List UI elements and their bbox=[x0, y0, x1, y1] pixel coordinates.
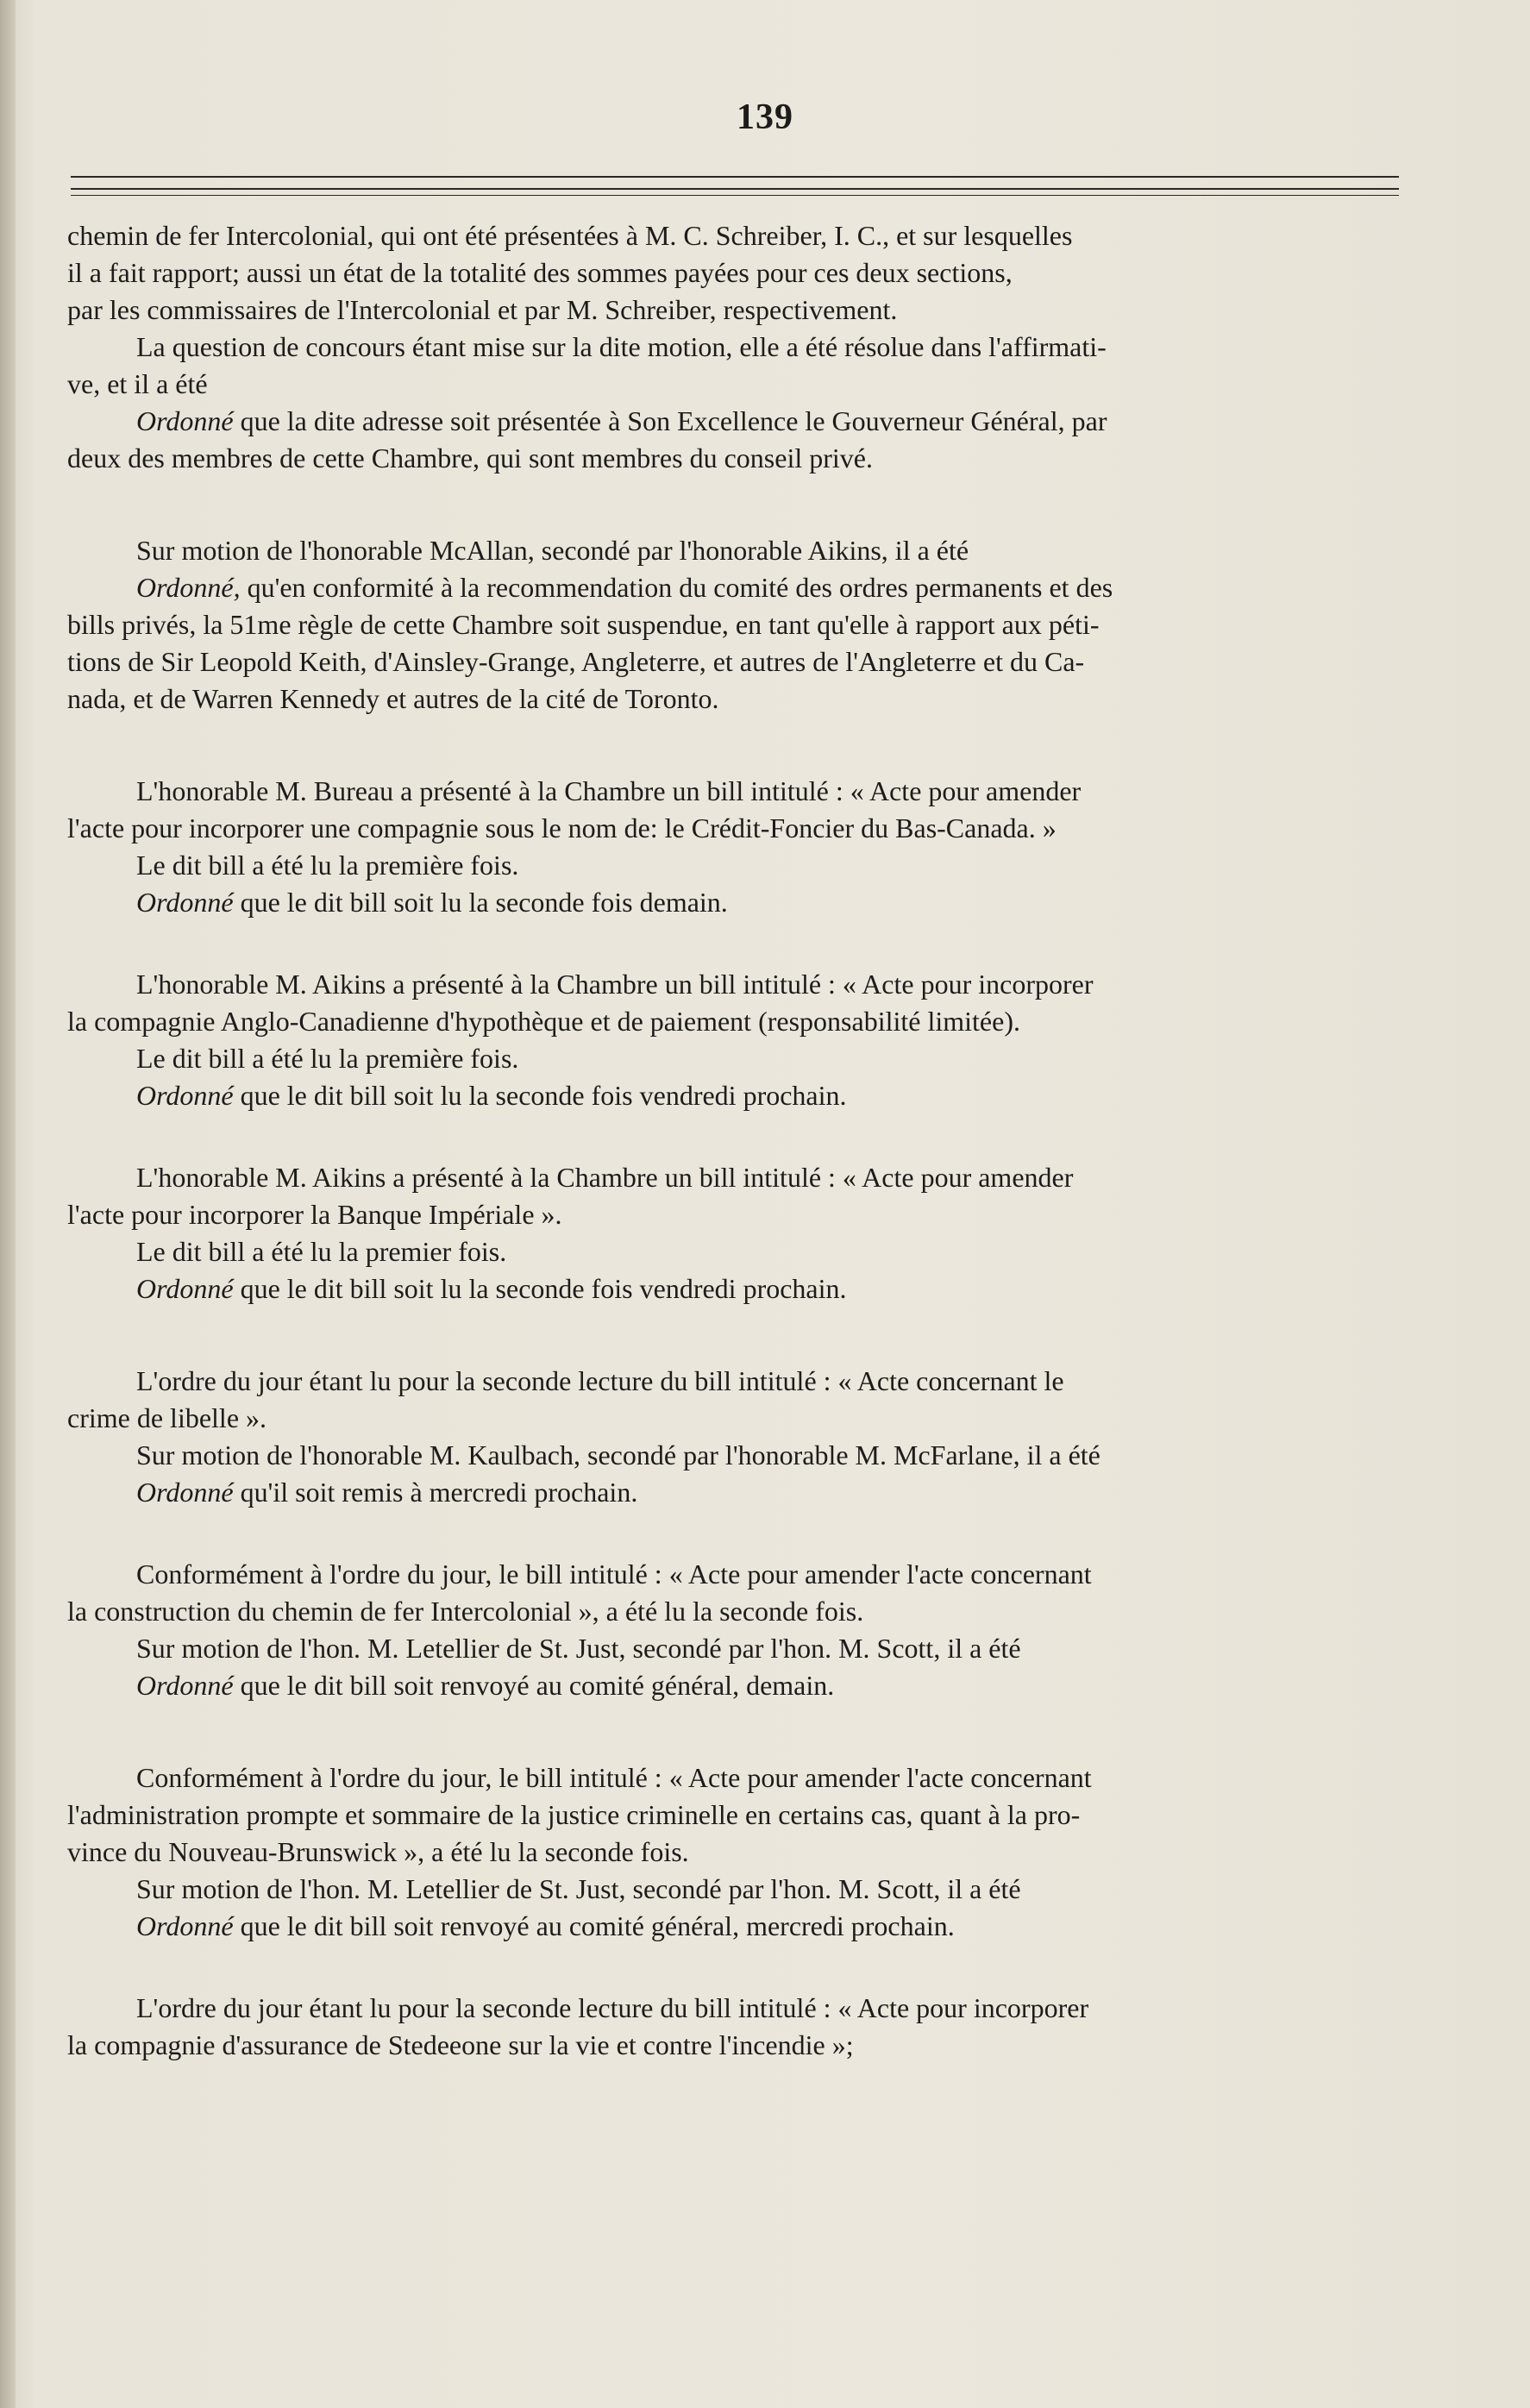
ordonne-lead: Ordonné bbox=[136, 1477, 234, 1508]
paragraph bbox=[67, 1270, 1408, 1307]
paragraph bbox=[67, 1908, 1408, 1945]
text-line: la construction du chemin de fer Intercolonial », a été lu la seconde fois. bbox=[67, 1596, 864, 1627]
text-line: tions de Sir Leopold Keith, d'Ainsley-Grange, Angleterre, et autres de l'Angleterre et du Ca- bbox=[67, 646, 1085, 677]
text-line: l'acte pour incorporer une compagnie sous le nom de: le Crédit-Foncier du Bas-Canada. » bbox=[67, 812, 1057, 843]
paragraph bbox=[67, 1159, 1408, 1233]
paragraph bbox=[67, 1667, 1408, 1704]
header-rule bbox=[71, 176, 1399, 178]
paragraph bbox=[67, 569, 1408, 718]
text-line: l'acte pour incorporer la Banque Impériale ». bbox=[67, 1199, 562, 1230]
text-line: Sur motion de l'honorable M. Kaulbach, secondé par l'honorable M. McFarlane, il a été bbox=[136, 1439, 1100, 1471]
ordonne-lead: Ordonné bbox=[136, 1273, 234, 1304]
text-line: que le dit bill soit lu la seconde fois vendredi prochain. bbox=[233, 1080, 847, 1111]
ordonne-lead: Ordonné bbox=[136, 405, 234, 436]
paragraph bbox=[67, 329, 1408, 403]
text-line: chemin de fer Intercolonial, qui ont été présentées à M. C. Schreiber, I. C., et sur lesquelles bbox=[67, 220, 1073, 251]
paragraph bbox=[67, 1474, 1408, 1511]
paragraph bbox=[67, 217, 1408, 329]
page-number: 139 bbox=[737, 97, 793, 137]
paragraph bbox=[67, 403, 1408, 477]
ordonne-lead: Ordonné bbox=[136, 887, 234, 918]
paragraph bbox=[67, 773, 1408, 847]
paragraph bbox=[67, 1630, 1408, 1667]
text-line: qu'en conformité à la recommendation du comité des ordres permanents et des bbox=[240, 572, 1113, 603]
text-line: Sur motion de l'hon. M. Letellier de St. Just, secondé par l'hon. M. Scott, il a été bbox=[136, 1873, 1021, 1904]
paragraph bbox=[67, 1363, 1408, 1437]
text-line: que le dit bill soit lu la seconde fois vendredi prochain. bbox=[233, 1273, 847, 1304]
text-line: Le dit bill a été lu la première fois. bbox=[136, 1043, 519, 1074]
paragraph bbox=[67, 1437, 1408, 1474]
text-line: Le dit bill a été lu la premier fois. bbox=[136, 1236, 507, 1267]
text-line: la compagnie d'assurance de Stedeeone sur la vie et contre l'incendie »; bbox=[67, 2029, 854, 2060]
text-line: par les commissaires de l'Intercolonial et par M. Schreiber, respectivement. bbox=[67, 294, 898, 325]
ordonne-lead: Ordonné bbox=[136, 1910, 234, 1941]
text-line: Sur motion de l'honorable McAllan, secondé par l'honorable Aikins, il a été bbox=[136, 535, 969, 566]
text-line: L'honorable M. Aikins a présenté à la Chambre un bill intitulé : « Acte pour incorporer bbox=[136, 969, 1094, 1000]
body-text bbox=[67, 217, 1408, 2064]
paragraph bbox=[67, 966, 1408, 1040]
paragraph bbox=[67, 884, 1408, 921]
text-line: L'ordre du jour étant lu pour la seconde lecture du bill intitulé : « Acte concernant le bbox=[136, 1365, 1064, 1396]
text-line: deux des membres de cette Chambre, qui sont membres du conseil privé. bbox=[67, 442, 873, 473]
text-line: il a fait rapport; aussi un état de la totalité des sommes payées pour ces deux sections, bbox=[67, 257, 1013, 288]
paragraph bbox=[67, 1871, 1408, 1908]
text-line: l'administration prompte et sommaire de la justice criminelle en certains cas, quant à la pro- bbox=[67, 1799, 1081, 1830]
binding-gutter bbox=[0, 0, 16, 2408]
ordonne-lead: Ordonné bbox=[136, 1670, 234, 1701]
text-line: crime de libelle ». bbox=[67, 1402, 267, 1433]
text-line: la compagnie Anglo-Canadienne d'hypothèque et de paiement (responsabilité limitée). bbox=[67, 1006, 1020, 1037]
text-line: Conformément à l'ordre du jour, le bill intitulé : « Acte pour amender l'acte concernant bbox=[136, 1558, 1092, 1590]
paragraph bbox=[67, 847, 1408, 884]
ordonne-lead: Ordonné bbox=[136, 1080, 234, 1111]
paragraph bbox=[67, 1040, 1408, 1077]
paragraph bbox=[67, 1990, 1408, 2064]
text-line: que la dite adresse soit présentée à Son Excellence le Gouverneur Général, par bbox=[233, 405, 1107, 436]
text-line: L'ordre du jour étant lu pour la seconde lecture du bill intitulé : « Acte pour incorporer bbox=[136, 1992, 1089, 2023]
paragraph bbox=[67, 1759, 1408, 1871]
paragraph bbox=[67, 532, 1408, 569]
text-line: Sur motion de l'hon. M. Letellier de St. Just, secondé par l'hon. M. Scott, il a été bbox=[136, 1633, 1021, 1664]
text-line: qu'il soit remis à mercredi prochain. bbox=[233, 1477, 638, 1508]
text-line: que le dit bill soit lu la seconde fois demain. bbox=[233, 887, 728, 918]
text-line: que le dit bill soit renvoyé au comité général, demain. bbox=[233, 1670, 835, 1701]
text-line: Conformément à l'ordre du jour, le bill intitulé : « Acte pour amender l'acte concernant bbox=[136, 1762, 1092, 1793]
text-line: L'honorable M. Bureau a présenté à la Chambre un bill intitulé : « Acte pour amender bbox=[136, 775, 1082, 806]
text-line: Le dit bill a été lu la première fois. bbox=[136, 850, 519, 881]
text-line: bills privés, la 51me règle de cette Chambre soit suspendue, en tant qu'elle à rapport aux péti- bbox=[67, 609, 1100, 640]
paragraph bbox=[67, 1556, 1408, 1630]
text-line: nada, et de Warren Kennedy et autres de la cité de Toronto. bbox=[67, 683, 719, 714]
text-line: que le dit bill soit renvoyé au comité général, mercredi prochain. bbox=[233, 1910, 955, 1941]
text-line: La question de concours étant mise sur la dite motion, elle a été résolue dans l'affirmati- bbox=[136, 331, 1107, 362]
header-rule bbox=[71, 188, 1399, 190]
ordonne-lead: Ordonné, bbox=[136, 572, 241, 603]
text-line: ve, et il a été bbox=[67, 368, 208, 399]
text-line: L'honorable M. Aikins a présenté à la Chambre un bill intitulé : « Acte pour amender bbox=[136, 1162, 1074, 1193]
text-line: vince du Nouveau-Brunswick », a été lu la seconde fois. bbox=[67, 1836, 689, 1867]
paragraph bbox=[67, 1077, 1408, 1114]
paragraph bbox=[67, 1233, 1408, 1270]
header-rule bbox=[71, 195, 1399, 196]
